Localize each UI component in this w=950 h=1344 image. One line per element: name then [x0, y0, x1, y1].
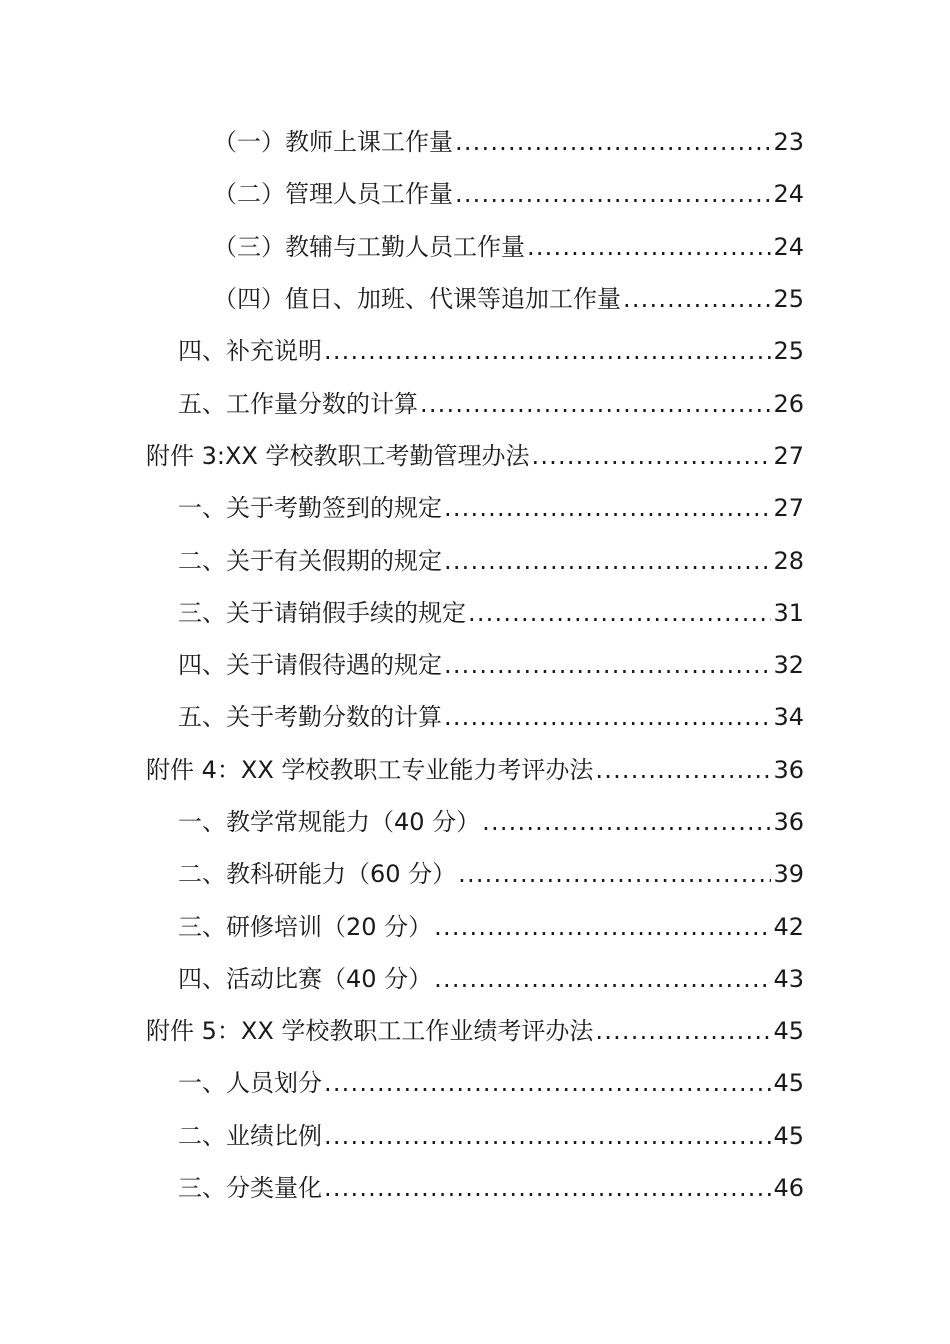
toc-entry[interactable] [178, 1110, 804, 1162]
toc-entry-title: （四）值日、加班、代课等追加工作量 [213, 285, 621, 314]
toc-entry-title: 一、教学常规能力（40 分） [178, 808, 481, 836]
toc-page-number: 31 [773, 598, 804, 627]
toc-page-number: 46 [773, 1174, 804, 1203]
dot-leader [482, 796, 771, 848]
dot-leader [455, 168, 771, 220]
toc-page-number: 34 [773, 703, 804, 732]
dot-leader [444, 691, 771, 743]
toc-page-number: 27 [773, 494, 804, 523]
toc-entry-title: 一、人员划分 [178, 1069, 322, 1098]
toc-entry-title: 附件 5：XX 学校教职工工作业绩考评办法 [146, 1017, 594, 1046]
dot-leader [444, 639, 771, 691]
toc-page-number: 24 [773, 180, 804, 209]
toc-entry[interactable] [178, 1162, 804, 1214]
dot-leader [444, 535, 771, 587]
toc-page-number: 25 [773, 285, 804, 314]
toc-entry-title: 二、关于有关假期的规定 [178, 546, 442, 575]
toc-page-number: 36 [773, 808, 804, 836]
toc-page-number: 36 [773, 755, 804, 784]
toc-page-number: 45 [773, 1017, 804, 1046]
toc-entry[interactable] [178, 848, 804, 900]
dot-leader [595, 1005, 771, 1057]
toc-entry-title: 三、研修培训（20 分） [178, 912, 433, 941]
dot-leader [468, 587, 771, 639]
toc-page-number: 25 [773, 337, 804, 366]
toc-page-number: 42 [773, 912, 804, 941]
toc-entry-title: 二、教科研能力（60 分） [178, 860, 457, 889]
toc-entry-title: 四、关于请假待遇的规定 [178, 651, 442, 680]
toc-entry-title: 二、业绩比例 [178, 1121, 322, 1150]
toc-entry[interactable] [178, 325, 804, 377]
toc-page-number: 27 [773, 441, 804, 470]
toc-entry[interactable] [178, 587, 804, 639]
toc-entry-title: 四、活动比赛（40 分） [178, 964, 433, 993]
dot-leader [455, 116, 771, 168]
dot-leader [623, 273, 771, 325]
toc-page-number: 45 [773, 1121, 804, 1150]
toc-entry-title: 三、分类量化 [178, 1174, 322, 1203]
toc-page-number: 45 [773, 1069, 804, 1098]
toc-entry[interactable] [178, 377, 804, 429]
toc-entry[interactable] [178, 534, 804, 586]
toc-entry[interactable] [213, 168, 804, 220]
toc-page-number: 28 [773, 546, 804, 575]
dot-leader [434, 901, 771, 953]
toc-page-number: 26 [773, 389, 804, 418]
toc-entry-title: （一）教师上课工作量 [213, 128, 453, 157]
toc-entry[interactable] [178, 953, 804, 1005]
toc-page-number: 39 [773, 860, 804, 889]
table-of-contents [0, 116, 950, 1214]
toc-entry-title: 三、关于请销假手续的规定 [178, 598, 466, 627]
dot-leader [444, 482, 771, 534]
toc-entry-title: 五、工作量分数的计算 [178, 389, 418, 418]
dot-leader [527, 221, 771, 273]
toc-entry[interactable] [178, 639, 804, 691]
toc-entry[interactable] [213, 116, 804, 168]
dot-leader [324, 1162, 771, 1214]
toc-entry-title: （二）管理人员工作量 [213, 180, 453, 209]
toc-entry[interactable] [178, 796, 804, 848]
toc-entry[interactable] [213, 221, 804, 273]
dot-leader [434, 953, 771, 1005]
toc-entry-title: 一、关于考勤签到的规定 [178, 494, 442, 523]
toc-page-number: 24 [773, 232, 804, 261]
toc-entry[interactable] [146, 430, 804, 482]
toc-entry-title: 四、补充说明 [178, 337, 322, 366]
dot-leader [532, 430, 772, 482]
toc-entry[interactable] [146, 1005, 804, 1057]
toc-entry[interactable] [178, 1057, 804, 1109]
toc-entry-title: 五、关于考勤分数的计算 [178, 703, 442, 732]
toc-entry[interactable] [178, 482, 804, 534]
dot-leader [420, 378, 771, 430]
toc-entry[interactable] [146, 744, 804, 796]
toc-page-number: 43 [773, 964, 804, 993]
toc-entry-title: 附件 3:XX 学校教职工考勤管理办法 [146, 441, 530, 470]
toc-entry-title: 附件 4：XX 学校教职工专业能力考评办法 [146, 755, 594, 784]
toc-page-number: 23 [773, 128, 804, 157]
dot-leader [458, 848, 771, 900]
toc-entry-title: （三）教辅与工勤人员工作量 [213, 232, 525, 261]
dot-leader [324, 1110, 771, 1162]
toc-entry[interactable] [178, 900, 804, 952]
dot-leader [324, 325, 771, 377]
toc-page-number: 32 [773, 651, 804, 680]
dot-leader [595, 744, 771, 796]
dot-leader [324, 1057, 771, 1109]
toc-entry[interactable] [178, 691, 804, 743]
toc-entry[interactable] [213, 273, 804, 325]
